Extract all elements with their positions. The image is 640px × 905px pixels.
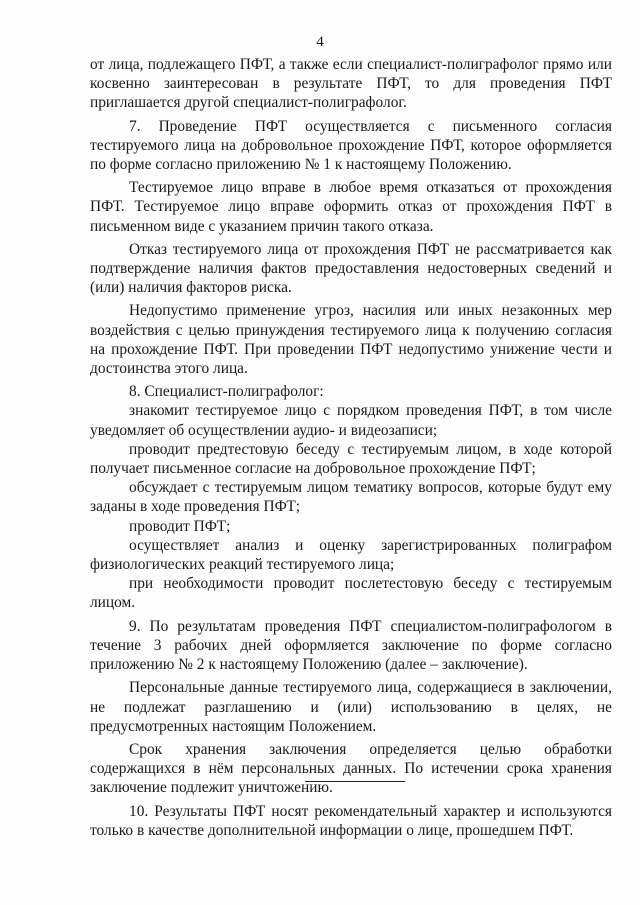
paragraph-item-7: 7. Проведение ПФТ осуществляется с письменного согласия тестируемого лица на добровольное прохождение ПФТ, которое оформляется по форме согласно приложению № 1 к настоящему Положению.	[90, 117, 612, 174]
page-number: 4	[316, 34, 324, 50]
paragraph-personal-data: Персональные данные тестируемого лица, содержащиеся в заключении, не подлежат разглашению и (или) использованию в целях, не предусмотренных настоящим Положением.	[90, 679, 612, 735]
paragraph-item-8: 8. Специалист-полиграфолог:	[129, 383, 324, 401]
document-body	[90, 55, 612, 840]
paragraph-refusal-right: Тестируемое лицо вправе в любое время отказаться от прохождения ПФТ. Тестируемое лицо вправе оформить отказ от прохождения ПФТ в письменном виде с указанием причин такого отказа.	[90, 179, 612, 235]
paragraph-retention: Срок хранения заключения определяется целью обработки содержащихся в нём персональных данных. По истечении срока хранения заключение подлежит уничтожению.	[90, 740, 612, 797]
list-item-duty-3: обсуждает с тестируемым лицом тематику вопросов, которые будут ему заданы в ходе проведения ПФТ;	[90, 479, 612, 516]
paragraph-continuation: от лица, подлежащего ПФТ, а также если специалист-полиграфолог прямо или косвенно заинтересован в результате ПФТ, то для проведения ПФТ приглашается другой специалист-полиграфолог.	[90, 56, 612, 112]
paragraph-item-10: 10. Результаты ПФТ носят рекомендательный характер и используются только в качестве дополнительной информации о лице, прошедшем ПФТ.	[90, 802, 612, 839]
paragraph-item-9: 9. По результатам проведения ПФТ специалистом-полиграфологом в течение 3 рабочих дней оформляется заключение по форме согласно приложению № 2 к настоящему Положению (далее – заключение).	[90, 617, 612, 674]
end-rule	[305, 781, 405, 782]
paragraph-refusal-effect: Отказ тестируемого лица от прохождения ПФТ не рассматривается как подтверждение наличия фактов предоставления недостоверных сведений и (или) наличия факторов риска.	[90, 240, 612, 297]
list-item-duty-2: проводит предтестовую беседу с тестируемым лицом, в ходе которой получает письменное согласие на добровольное прохождение ПФТ;	[90, 440, 612, 478]
list-item-duty-5: осуществляет анализ и оценку зарегистрированных полиграфом физиологических реакций тестируемого лица;	[90, 536, 612, 574]
list-item-duty-4: проводит ПФТ;	[129, 517, 231, 535]
paragraph-coercion-ban: Недопустимо применение угроз, насилия или иных незаконных мер воздействия с целью принуждения тестируемого лица к получению согласия на прохождение ПФТ. При проведении ПФТ недопустимо унижение чести и достоинства этого лица.	[90, 302, 612, 378]
list-item-duty-1: знакомит тестируемое лицо с порядком проведения ПФТ, в том числе уведомляет об осуществлении аудио- и видеозаписи;	[90, 402, 612, 439]
list-item-duty-6: при необходимости проводит послетестовую беседу с тестируемым лицом.	[90, 575, 612, 612]
